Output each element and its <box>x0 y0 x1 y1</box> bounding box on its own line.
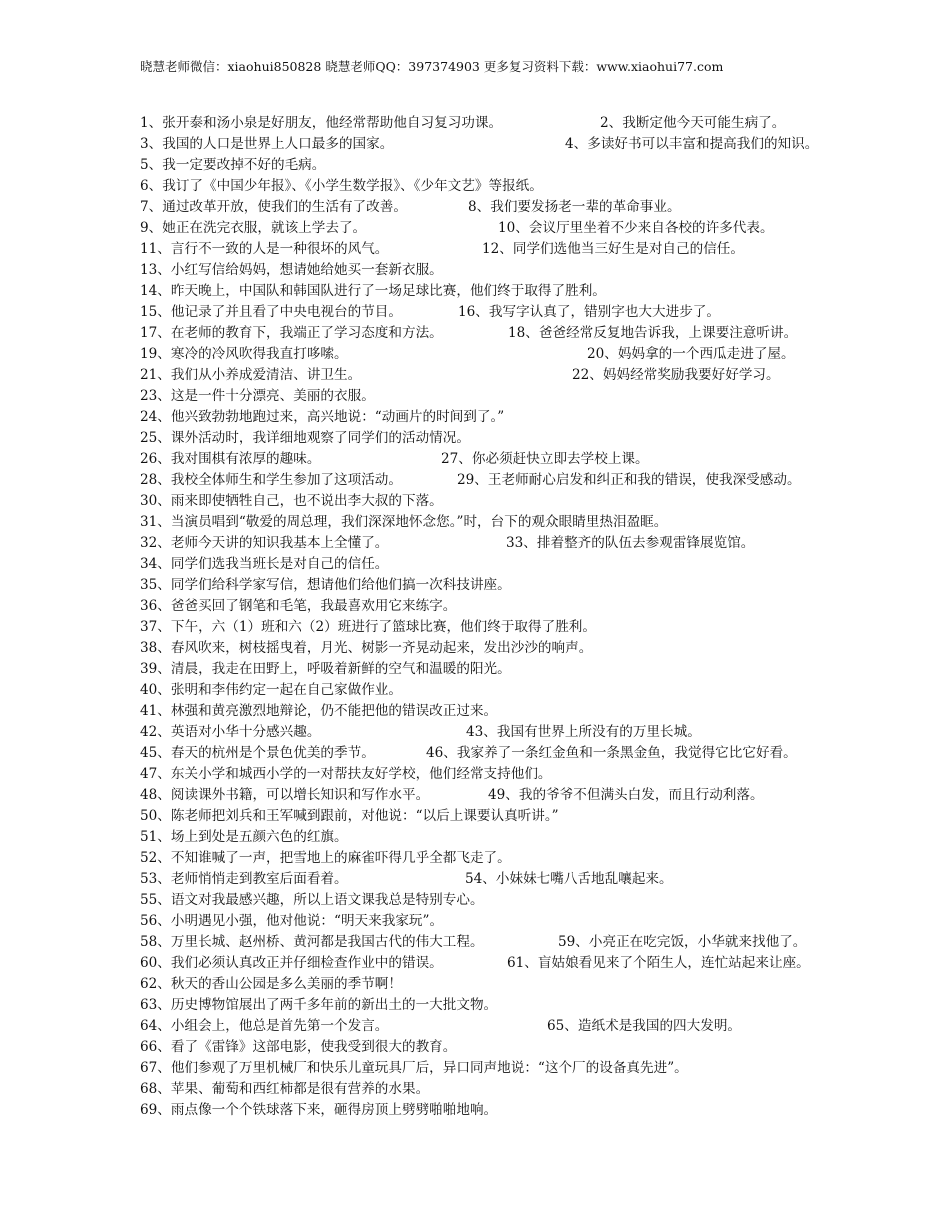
sentence-line <box>140 890 930 911</box>
sentence-item: 69、雨点像一个个铁球落下来，砸得房顶上劈劈啪啪地响。 <box>140 1102 498 1118</box>
sentence-item: 40、张明和李伟约定一起在自己家做作业。 <box>140 682 402 698</box>
sentence-item: 14、昨天晚上，中国队和韩国队进行了一场足球比赛，他们终于取得了胜利。 <box>140 283 606 299</box>
sentence-item: 46、我家养了一条红金鱼和一条黑金鱼，我觉得它比它好看。 <box>426 745 797 761</box>
sentence-line <box>140 596 930 617</box>
sentence-line <box>140 1016 930 1037</box>
sentence-item: 18、爸爸经常反复地告诉我，上课要注意听讲。 <box>508 325 798 341</box>
sentence-line <box>140 701 930 722</box>
sentence-line <box>140 470 930 491</box>
sentence-item: 51、场上到处是五颜六色的红旗。 <box>140 829 348 845</box>
sentence-line <box>140 932 930 953</box>
sentence-item: 10、会议厅里坐着不少来自各校的许多代表。 <box>498 220 774 236</box>
sentence-line <box>140 554 930 575</box>
sentence-item: 60、我们必须认真改正并仔细检查作业中的错误。 <box>140 955 443 971</box>
sentence-line <box>140 638 930 659</box>
sentence-line <box>140 491 930 512</box>
sentence-line <box>140 995 930 1016</box>
sentence-line <box>140 449 930 470</box>
sentence-item: 47、东关小学和城西小学的一对帮扶友好学校，他们经常支持他们。 <box>140 766 552 782</box>
sentence-item: 37、下午，六（1）班和六（2）班进行了篮球比赛，他们终于取得了胜利。 <box>140 619 596 635</box>
sentence-line <box>140 428 930 449</box>
sentence-item: 13、小红写信给妈妈，想请她给她买一套新衣服。 <box>140 262 443 278</box>
sentence-line <box>140 680 930 701</box>
sentence-item: 64、小组会上，他总是首先第一个发言。 <box>140 1018 389 1034</box>
sentence-item: 4、多读好书可以丰富和提高我们的知识。 <box>565 136 819 152</box>
sentence-item: 19、寒冷的冷风吹得我直打哆嗦。 <box>140 346 348 362</box>
sentence-item: 2、我断定他今天可能生病了。 <box>600 115 786 131</box>
sentence-line <box>140 1058 930 1079</box>
sentence-line <box>140 533 930 554</box>
sentence-item: 50、陈老师把刘兵和王军喊到跟前，对他说：“以后上课要认真听讲。” <box>140 808 559 824</box>
sentence-item: 53、老师悄悄走到教室后面看着。 <box>140 871 348 887</box>
sentence-item: 23、这是一件十分漂亮、美丽的衣服。 <box>140 388 375 404</box>
sentence-line <box>140 512 930 533</box>
sentence-item: 36、爸爸买回了钢笔和毛笔，我最喜欢用它来练字。 <box>140 598 457 614</box>
sentence-line <box>140 953 930 974</box>
sentence-item: 9、她正在洗完衣服，就该上学去了。 <box>140 220 367 236</box>
sentence-list <box>140 113 930 1121</box>
sentence-item: 24、他兴致勃勃地跑过来，高兴地说：“动画片的时间到了。” <box>140 409 505 425</box>
sentence-item: 34、同学们选我当班长是对自己的信任。 <box>140 556 389 572</box>
sentence-item: 11、言行不一致的人是一种很坏的风气。 <box>140 241 389 257</box>
sentence-line <box>140 344 930 365</box>
sentence-line <box>140 386 930 407</box>
sentence-item: 17、在老师的教育下，我端正了学习态度和方法。 <box>140 325 443 341</box>
sentence-item: 21、我们从小养成爱清洁、讲卫生。 <box>140 367 362 383</box>
sentence-item: 31、当演员唱到“敬爱的周总理，我们深深地怀念您。”时，台下的观众眼睛里热泪盈眶。 <box>140 514 668 530</box>
sentence-line <box>140 260 930 281</box>
sentence-item: 43、我国有世界上所没有的万里长城。 <box>466 724 701 740</box>
sentence-line <box>140 365 930 386</box>
sentence-item: 39、清晨，我走在田野上，呼吸着新鲜的空气和温暖的阳光。 <box>140 661 511 677</box>
sentence-item: 41、林强和黄亮激烈地辩论，仍不能把他的错误改正过来。 <box>140 703 498 719</box>
sentence-line <box>140 764 930 785</box>
sentence-line <box>140 113 930 134</box>
sentence-item: 29、王老师耐心启发和纠正和我的错误，使我深受感动。 <box>457 472 801 488</box>
sentence-item: 68、苹果、葡萄和西红柿都是很有营养的水果。 <box>140 1081 430 1097</box>
sentence-line <box>140 869 930 890</box>
sentence-item: 65、造纸术是我国的四大发明。 <box>547 1018 742 1034</box>
sentence-line <box>140 1100 930 1121</box>
sentence-item: 55、语文对我最感兴趣，所以上语文课我总是特别专心。 <box>140 892 484 908</box>
sentence-line <box>140 1079 930 1100</box>
sentence-item: 16、我写字认真了，错别字也大大进步了。 <box>458 304 720 320</box>
sentence-line <box>140 323 930 344</box>
sentence-item: 3、我国的人口是世界上人口最多的国家。 <box>140 136 394 152</box>
sentence-item: 48、阅读课外书籍，可以增长知识和写作水平。 <box>140 787 430 803</box>
sentence-line <box>140 911 930 932</box>
sentence-item: 35、同学们给科学家写信，想请他们给他们搞一次科技讲座。 <box>140 577 511 593</box>
sentence-item: 26、我对围棋有浓厚的趣味。 <box>140 451 321 467</box>
sentence-line <box>140 848 930 869</box>
sentence-item: 7、通过改革开放，使我们的生活有了改善。 <box>140 199 407 215</box>
sentence-item: 63、历史博物馆展出了两千多年前的新出土的一大批文物。 <box>140 997 498 1013</box>
sentence-item: 20、妈妈拿的一个西瓜走进了屋。 <box>587 346 795 362</box>
sentence-item: 6、我订了《中国少年报》、《小学生数学报》、《少年文艺》等报纸。 <box>140 178 543 194</box>
sentence-item: 28、我校全体师生和学生参加了这项活动。 <box>140 472 402 488</box>
sentence-item: 38、春风吹来，树枝摇曳着，月光、树影一齐晃动起来，发出沙沙的响声。 <box>140 640 593 656</box>
sentence-line <box>140 575 930 596</box>
page-header: 晓慧老师微信：xiaohui850828 晓慧老师QQ：397374903 更多复习资料下载：www.xiaohui77.com <box>140 59 724 74</box>
sentence-line <box>140 827 930 848</box>
sentence-item: 25、课外活动时，我详细地观察了同学们的活动情况。 <box>140 430 470 446</box>
sentence-line <box>140 176 930 197</box>
sentence-line <box>140 722 930 743</box>
sentence-line <box>140 407 930 428</box>
sentence-line <box>140 743 930 764</box>
sentence-item: 32、老师今天讲的知识我基本上全懂了。 <box>140 535 389 551</box>
sentence-item: 12、同学们选他当三好生是对自己的信任。 <box>482 241 744 257</box>
sentence-item: 27、你必须赶快立即去学校上课。 <box>441 451 649 467</box>
sentence-line <box>140 197 930 218</box>
sentence-item: 59、小亮正在吃完饭，小华就来找他了。 <box>558 934 807 950</box>
sentence-item: 22、妈妈经常奖励我要好好学习。 <box>572 367 780 383</box>
sentence-line <box>140 785 930 806</box>
sentence-item: 42、英语对小华十分感兴趣。 <box>140 724 321 740</box>
sentence-line <box>140 239 930 260</box>
sentence-item: 52、不知谁喊了一声，把雪地上的麻雀吓得几乎全都飞走了。 <box>140 850 511 866</box>
sentence-line <box>140 134 930 155</box>
sentence-line <box>140 302 930 323</box>
sentence-item: 56、小明遇见小强，他对他说：“明天来我家玩”。 <box>140 913 444 929</box>
sentence-item: 8、我们要发扬老一辈的革命事业。 <box>468 199 681 215</box>
sentence-item: 58、万里长城、赵州桥、黄河都是我国古代的伟大工程。 <box>140 934 484 950</box>
sentence-item: 45、春天的杭州是个景色优美的季节。 <box>140 745 375 761</box>
sentence-item: 54、小妹妹七嘴八舌地乱嚷起来。 <box>465 871 673 887</box>
sentence-line <box>140 974 930 995</box>
sentence-line <box>140 659 930 680</box>
sentence-line <box>140 1037 930 1058</box>
sentence-line <box>140 281 930 302</box>
sentence-line <box>140 218 930 239</box>
sentence-line <box>140 806 930 827</box>
sentence-item: 62、秋天的香山公园是多么美丽的季节啊！ <box>140 976 402 992</box>
sentence-item: 67、他们参观了万里机械厂和快乐儿童玩具厂后，异口同声地说：“这个厂的设备真先进”。 <box>140 1060 688 1076</box>
sentence-line <box>140 155 930 176</box>
sentence-item: 61、盲姑娘看见来了个陌生人，连忙站起来让座。 <box>507 955 810 971</box>
sentence-line <box>140 617 930 638</box>
sentence-item: 30、雨来即使牺牲自己，也不说出李大叔的下落。 <box>140 493 443 509</box>
sentence-item: 49、我的爷爷不但满头白发，而且行动利落。 <box>488 787 764 803</box>
sentence-item: 5、我一定要改掉不好的毛病。 <box>140 157 326 173</box>
sentence-item: 33、排着整齐的队伍去参观雷锋展览馆。 <box>506 535 755 551</box>
sentence-item: 1、张开泰和汤小泉是好朋友，他经常帮助他自习复习功课。 <box>140 115 503 131</box>
sentence-item: 66、看了《雷锋》这部电影，使我受到很大的教育。 <box>140 1039 457 1055</box>
sentence-item: 15、他记录了并且看了中央电视台的节目。 <box>140 304 402 320</box>
